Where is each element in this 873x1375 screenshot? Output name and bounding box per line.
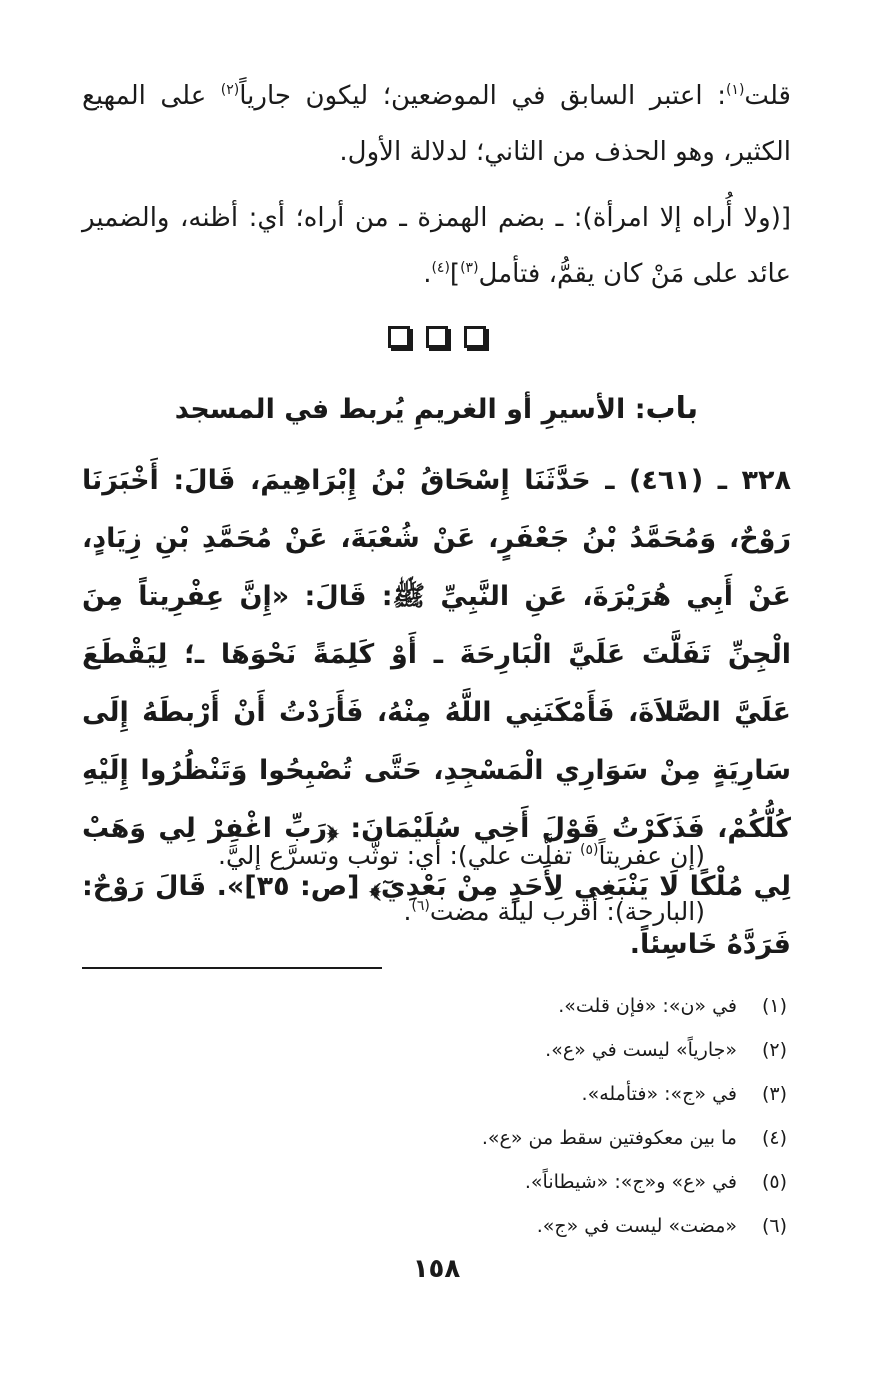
square-ornament-icon xyxy=(388,326,410,348)
footnote-number: (١) xyxy=(761,995,787,1017)
commentary-paragraph-2 xyxy=(82,190,791,302)
note-text: (إن عفريتاً xyxy=(598,841,705,870)
footnote-number: (٥) xyxy=(761,1171,787,1193)
footnote-text: «مضت» ليست في «ج». xyxy=(536,1215,737,1237)
note-text: تفلَّت علي): أي: توثَّب وتسرَّع إليَّ. xyxy=(218,841,581,870)
footnote-divider xyxy=(82,967,382,969)
chapter-heading xyxy=(82,384,791,435)
footnotes-list xyxy=(82,984,787,1248)
section-separator xyxy=(82,326,791,348)
book-page xyxy=(82,0,791,1375)
note-text: (البارحة): أقرب ليلة مضت xyxy=(429,897,705,926)
footnote-ref-5[interactable]: (٥) xyxy=(580,842,599,858)
footnote-item xyxy=(82,1028,787,1072)
note-text: . xyxy=(403,897,412,926)
footnote-text: ما بين معكوفتين سقط من «ع». xyxy=(481,1127,737,1149)
page-number: ١٥٨ xyxy=(412,1254,461,1284)
explanation-note-2 xyxy=(82,886,705,938)
footnote-item xyxy=(82,1204,787,1248)
explanation-note-1 xyxy=(82,830,705,882)
chapter-title: : الأسيرِ أو الغريمِ يُربط في المسجد xyxy=(174,394,646,425)
footnote-text: في «ج»: «فتأمله». xyxy=(581,1083,737,1105)
commentary-text: [(ولا أُراه إلا امرأة): ـ بضم الهمزة ـ من أراه؛ أي: أظنه، والضمير عائد على مَنْ كان يقمُّ، فتأمل xyxy=(82,203,791,289)
footnote-text: في «ن»: «فإن قلت». xyxy=(558,995,737,1017)
square-ornament-icon xyxy=(464,326,486,348)
commentary-paragraph-1 xyxy=(82,68,791,180)
footnote-ref-6[interactable]: (٦) xyxy=(411,898,430,914)
footnote-ref-2[interactable]: (٢) xyxy=(220,82,240,98)
hadith-text: ٣٢٨ ـ (٤٦١) ـ حَدَّثَنَا إِسْحَاقُ بْنُ إِبْرَاهِيمَ، قَالَ: أَخْبَرَنَا رَوْحٌ، وَمُحَمَّدُ بْنُ جَعْفَرٍ، عَنْ شُعْبَةَ، عَنْ مُحَمَّدِ بْنِ زِيَادٍ، عَنْ أَبِي هُرَيْرَةَ، عَنِ النَّبِيِّ ﷺ: قَالَ: «إِنَّ عِفْرِيتاً مِنَ الْجِنِّ تَفَلَّتَ عَلَيَّ الْبَارِحَةَ ـ أَوْ كَلِمَةً نَحْوَهَا ـ؛ لِيَقْطَعَ عَلَيَّ الصَّلاَةَ، فَأَمْكَنَنِي اللَّهُ مِنْهُ، فَأَرَدْتُ أَنْ أَرْبطَهُ إِلَى سَارِيَةٍ مِنْ سَوَارِي الْمَسْجِدِ، حَتَّى تُصْبِحُوا وَتَنْظُرُوا إِلَيْهِ كُلُّكُمْ، فَذَكَرْتُ قَوْلَ أَخِي سُلَيْمَانَ: ﴿رَبِّ اغْفِرْ لِي وَهَبْ لِي مُلْكًا لَا يَنْبَغِي لِأَحَدٍ مِنْ بَعْدِيٓ﴾ [ص: ٣٥]». قَالَ رَوْحٌ: فَرَدَّهُ خَاسِئاً. xyxy=(82,465,791,960)
footnote-number: (٢) xyxy=(761,1039,787,1061)
footnote-number: (٤) xyxy=(761,1127,787,1149)
commentary-text: ] xyxy=(449,259,461,289)
commentary-text: . xyxy=(423,259,432,289)
footnote-item xyxy=(82,1160,787,1204)
commentary-text: : اعتبر السابق في الموضعين؛ ليكون جارياً xyxy=(239,81,726,111)
footnote-item xyxy=(82,1116,787,1160)
commentary-text: قلت xyxy=(744,81,791,111)
commentary-text: على المهيع الكثير، وهو الحذف من الثاني؛ لدلالة الأول. xyxy=(82,81,791,167)
chapter-label: باب xyxy=(645,391,699,426)
footnote-item xyxy=(82,984,787,1028)
footnote-item xyxy=(82,1072,787,1116)
footnote-ref-1[interactable]: (١) xyxy=(725,82,745,98)
footnote-ref-3[interactable]: (٣) xyxy=(460,260,479,276)
footnote-text: «جارياً» ليست في «ع». xyxy=(545,1039,737,1061)
square-ornament-icon xyxy=(426,326,448,348)
footnote-ref-4[interactable]: (٤) xyxy=(431,260,450,276)
footnote-number: (٦) xyxy=(761,1215,787,1237)
footnote-text: في «ع» و«ج»: «شيطاناً». xyxy=(524,1171,737,1193)
footnote-number: (٣) xyxy=(761,1083,787,1105)
